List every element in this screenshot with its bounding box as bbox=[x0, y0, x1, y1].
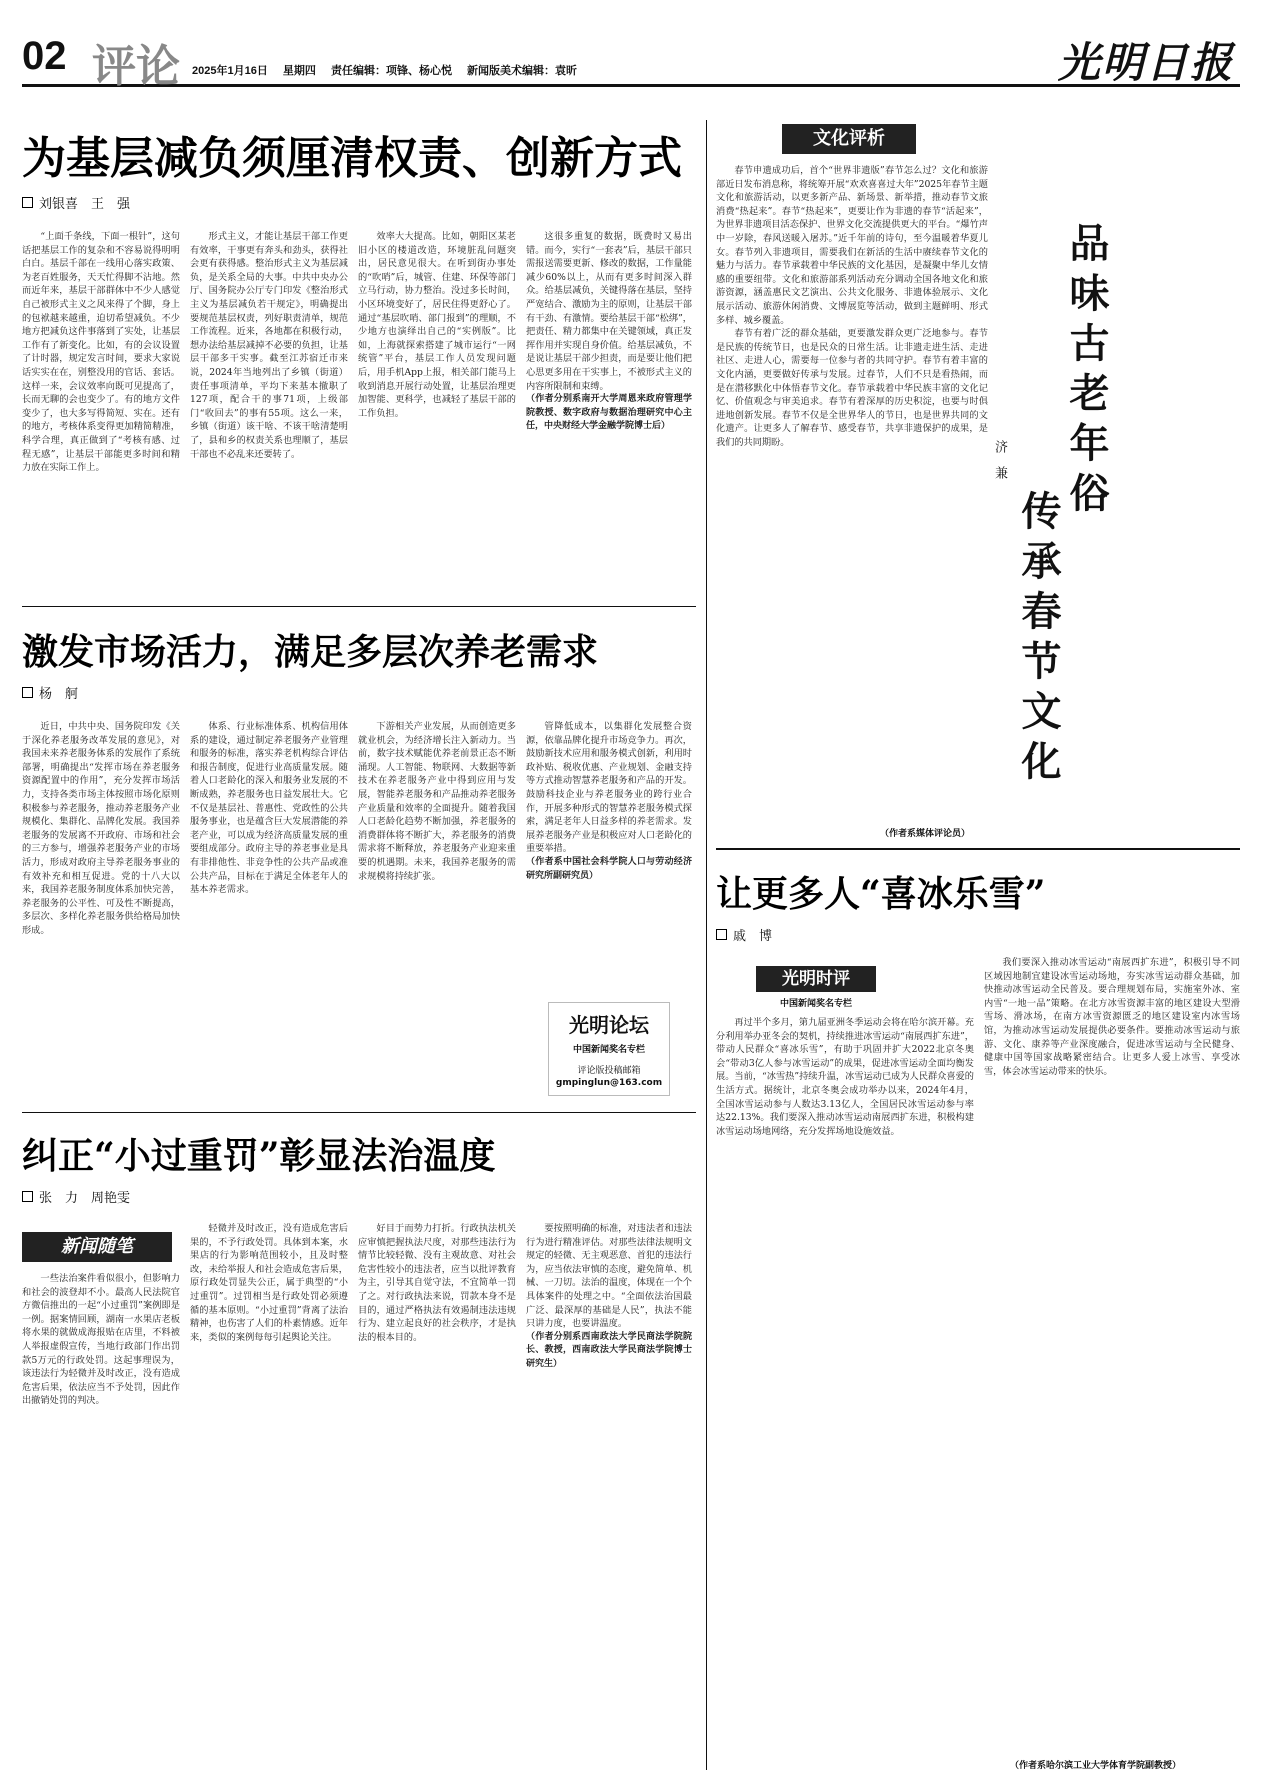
culture-byline: 济 兼 bbox=[992, 440, 1007, 479]
article3-column-1 bbox=[22, 1272, 180, 1772]
responsible-editors: 责任编辑：项锋、杨心悦 bbox=[330, 65, 452, 77]
article1-title: 为基层减负须厘清权责、创新方式 bbox=[22, 133, 682, 184]
culture-commentary-tag: 文化评析 bbox=[782, 124, 916, 154]
culture-author-note: （作者系媒体评论员） bbox=[880, 829, 971, 839]
article3-text-3: 好目于而势力打折。行政执法机关应审慎把握执法尺度，对那些违法行为情节比较轻微、没有主观故意、对社会危害性较小的违法者，应当以批评教育为主，引导其自觉守法，不宜简单一罚了之。对行政执法来说，罚款本身不是目的，通过严格执法有效遏制违法违规行为、建立起良好的社会秩序，才是执法的根本目的。 bbox=[358, 1223, 516, 1343]
article1-text-2: 形式主义，才能让基层干部工作更有效率，干事更有奔头和劲头，获得社会更有获得感。整治形式主义为基层减负，是关系全局的大事。中共中央办公厅、国务院办公厅专门印发《整治形式主义为基层减负若干规定》，明确提出要规范基层权责，列好职责清单，规范工作流程。近来，各地都在积极行动，想办法给基层减掉不必要的负担，让基层干部多干实事。截至江苏宿迁市来说，2024年当地列出了乡镇（街道）责任事项清单，平均下来基本撤职了127项，配合干的事71项，上级部门“收回去”的事有55项。这么一来，乡镇（街道）该干啥、不该干啥清楚明了，县和乡的权责关系也理顺了，基层干部也不必乱来还要转了。 bbox=[190, 231, 348, 460]
article3-title: 纠正“小过重罚”彰显法治温度 bbox=[22, 1135, 496, 1177]
article3-column-4 bbox=[526, 1222, 692, 1772]
article1-column-1 bbox=[22, 230, 180, 590]
article2-text-4: 管降低成本，以集群化发展整合资源，依靠品牌化提升市场竞争力。再次，鼓励新技术应用和服务模式创新，利用时政补贴、税收优惠、产业规划、金融支持等方式推动智慧养老服务和产品的开发。鼓励科技企业与养老服务业的跨行业合作，开展多种形式的智慧养老服务模式探索，满足老年人日益多样的养老需求。发展养老服务产业是积极应对人口老龄化的重要举措。 bbox=[526, 721, 692, 855]
culture-column-1 bbox=[716, 164, 988, 844]
page-number: 02 bbox=[22, 34, 67, 78]
article2-byline-text: 杨 舸 bbox=[39, 687, 79, 702]
article2-text-3: 下游相关产业发展，从而创造更多就业机会，为经济增长注入新动力。当前，数字技术赋能优养老前景正态不断涌现。人工智能、物联网、大数据等新技术在养老服务产业中得到应用与发展，智能养老服务和产品推动养老服务产业质量和效率的全面提升。随着我国人口老龄化趋势不断加强，养老服务的消费群体将不断扩大，养老服务的消费需求将不断释放，养老服务产业迎来重要的机遇期。未来，我国养老服务的需求规模将持续扩张。 bbox=[358, 721, 516, 882]
article2-text-1: 近日，中共中央、国务院印发《关于深化养老服务改革发展的意见》，对我国未来养老服务体系的发展作了系统部署，明确提出“发挥市场在养老服务资源配置中的作用”，充分发挥市场活力，支持各类市场主体按照市场化原则积极参与养老服务，推动养老服务产业规模化、集群化、品牌化发展。我国养老服务的发展离不开政府、市场和社会的三方参与，增强养老服务产业的市场活力，形成对政府主导养老服务事业的有效补充和相互促进。党的十八大以来，我国养老服务制度体系加快完善，养老服务的公平性、可及性不断提高，多层次、多样化养老服务供给格局加快形成。 bbox=[22, 721, 180, 936]
article4-author-note: （作者系哈尔滨工业大学体育学院副教授） bbox=[1010, 1761, 1182, 1771]
commentary-tag: 光明时评 bbox=[756, 966, 876, 992]
divider bbox=[22, 606, 696, 607]
article4-byline bbox=[716, 925, 772, 944]
article1-author-note: （作者分别系南开大学周恩来政府管理学院教授、数字政府与数据治理研究中心主任，中央财经大学金融学院博士后） bbox=[526, 394, 692, 432]
culture-text-1: 春节申遗成功后，首个“世界非遗版”春节怎么过？文化和旅游部近日发布消息称，将统筹开展“欢欢喜喜过大年”2025年春节主题文化和旅游活动，以更多新产品、新场景、新举措，推动春节文旅消费“热起来”。春节“热起来”，更要让作为非遗的春节“活起来”，为世界非遗项目活态保护、世界文化交流提供更大的平台。“爆竹声中一岁除，春风送暖入屠苏。”近千年前的诗句，至今温暖着华夏儿女。春节列入非遗项目，需要我们在新活的生活中赓续春节文化的魅力与活力。春节承载着中华民族的文化基因，是凝聚中华儿女情感的重要纽带。文化和旅游部系列活动充分调动全国各地文化和旅游资源，涵盖惠民文艺演出、公共文化服务、非遗体验展示、文化展示活动、旅游休闲消费、文博展览等活动，做到主题鲜明、形式多样、城乡覆盖。 bbox=[716, 165, 988, 326]
article2-column-2 bbox=[190, 720, 348, 1100]
column-separator bbox=[706, 120, 707, 1770]
article3-column-2 bbox=[190, 1222, 348, 1772]
article1-byline-text: 刘银喜 王 强 bbox=[39, 197, 131, 212]
newspaper-masthead: 光明日报 bbox=[1057, 38, 1234, 87]
section-title: 评论 bbox=[92, 41, 180, 92]
forum-email: gmpinglun@163.com bbox=[555, 1078, 663, 1088]
forum-box bbox=[548, 1002, 670, 1096]
divider bbox=[716, 848, 1240, 850]
article3-text-1: 一些法治案件看似很小，但影响力和社会的波登却不小。最高人民法院官方微信推出的一起“小过重罚”案例即是一例。据案情回顾，湖南一水果店老板将水果的就做成海报贴在店里，不料被人举报虚假宣传，当地行政部门作出罚款5万元的行政处罚。这起事理误为，该违法行为轻微并及时改正，没有造成危害后果，依法应当不予处罚，因此作出撤销处罚的判决。 bbox=[22, 1273, 180, 1407]
commentary-tag-subtitle: 中国新闻奖名专栏 bbox=[779, 999, 852, 1009]
article2-column-3 bbox=[358, 720, 516, 1100]
article2-column-1 bbox=[22, 720, 180, 1100]
article2-author-note: （作者系中国社会科学院人口与劳动经济研究所副研究员） bbox=[526, 856, 692, 881]
article1-column-2 bbox=[190, 230, 348, 590]
article2-title: 激发市场活力，满足多层次养老需求 bbox=[22, 631, 599, 673]
article3-text-2: 轻微并及时改正，没有造成危害后果的，不予行政处罚。具体到本案，水果店的行为影响范围较小，且及时整改，未给举报人和社会造成危害后果，原行政处罚显失公正，属于典型的“小过重罚”。过罚相当是行政处罚必须遵循的基本原则。“小过重罚”背离了法治精神，也伤害了人们的朴素情感。近年来，类似的案例每每引起舆论关注。 bbox=[190, 1223, 348, 1343]
news-essay-tag: 新闻随笔 bbox=[22, 1232, 172, 1262]
header-meta bbox=[192, 62, 589, 78]
forum-contact: 评论版投稿邮箱 bbox=[577, 1066, 641, 1076]
culture-text-2: 春节有着广泛的群众基础，更要激发群众更广泛地参与。春节是民族的传统节日，也是民众的日常生活。让非遗走进生活、走进社区、走进人心，需要每一位参与者的共同守护。春节有着丰富的文化内涵，更要做好传承与发展。过春节，人们不只是看热闹，而是在潜移默化中体悟春节文化。春节承载着中华民族丰富的文化记忆、价值观念与审美追求。春节有着深厚的历史积淀，也要与时俱进地创新发展。春节不仅是全世界华人的节日，也是世界共同的文化遗产。让更多人了解春节、感受春节，共享非遗保护的成果，是我们的共同期盼。 bbox=[716, 328, 988, 448]
article1-column-3 bbox=[358, 230, 516, 590]
issue-weekday: 星期四 bbox=[282, 65, 316, 77]
article3-byline-text: 张 力 周艳雯 bbox=[39, 1191, 131, 1206]
forum-title: 光明论坛 bbox=[569, 1013, 649, 1037]
article2-text-2: 体系、行业标准体系、机构信用体系的建设，通过制定养老服务产业管理和服务的标准，落实养老机构综合评估和报告制度，促进行业高质量发展。随着人口老龄化的深入和服务业发展的不断成熟，养老服务也日益发展壮大。它不仅是基层社、普惠性、党政性的公共服务事业，也是蕴含巨大发展潜能的养老产业，可以成为经济高质量发展的重要组成部分。政府主导的养老事业是具有非排他性、非竞争性的公共产品或准公共产品，目标在于满足全体老年人的基本养老需求。 bbox=[190, 721, 348, 896]
article2-byline bbox=[22, 683, 78, 702]
article1-byline bbox=[22, 193, 130, 212]
article4-text-2: 我们要深入推动冰雪运动“南展西扩东进”，积极引导不同区域因地制宜建设冰雪运动场地，夯实冰雪运动群众基础，加快推动冰雪运动全民普及。要合理规划布局，实施室外冰、室内雪“一地一品”策略。在北方冰雪资源丰富的地区建设大型滑雪场、滑冰场，在南方冰雪资源匮乏的地区建设室内冰雪场馆，为推动冰雪运动发展提供必要条件。要推动冰雪运动与旅游、文化、康养等产业深度融合，促进冰雪运动与全民健身、健康中国等国家战略紧密结合。让更多人爱上冰雪、享受冰雪，体会冰雪运动带来的快乐。 bbox=[984, 957, 1240, 1077]
article3-column-3 bbox=[358, 1222, 516, 1772]
art-editor: 新闻版美术编辑：袁昕 bbox=[467, 65, 578, 77]
article1-text-4: 这很多重复的数据，既费时又易出错。而今，实行“一套表”后，基层干部只需报送需要更新、修改的数据，工作量能减少60%以上，从而有更多时间深入群众。给基层减负，关键得落在基层，坚持严宽结合、激励为主的原则，让基层干部有干劲、有激情。要给基层干部“松绑”，把责任、精力都集中在关键领域，真正发挥作用并实现自身价值。给基层减负，不是说让基层干部少担责，而是要让他们把心思更多用在干实事上，不被形式主义的内容所限制和束缚。 bbox=[526, 231, 692, 392]
article4-column-1 bbox=[716, 1016, 974, 1766]
article4-column-2 bbox=[984, 956, 1240, 1746]
divider bbox=[22, 1112, 696, 1113]
article4-byline-text: 戚 博 bbox=[733, 929, 773, 944]
culture-title-line1: 品味古老年俗 bbox=[1063, 222, 1110, 522]
article1-column-4 bbox=[526, 230, 692, 590]
article1-text-3: 效率大大提高。比如，朝阳区某老旧小区的楼道改造，环境脏乱问题突出，居民意见很大。在听到街办事处的“吹哨”后，城管、住建、环保等部门立马行动，协力整治。没过多长时间，小区环境变好了，居民住得更舒心了。通过“基层吹哨、部门报到”的理顺，不少地方也演绎出自己的“实例版”。比如，上海就探索搭建了城市运行“一网统管”平台，基层工作人员发现问题后，用手机App上报，相关部门能马上收到消息开展行动处置，让基层治理更加智能、更科学，也减轻了基层干部的工作负担。 bbox=[358, 231, 516, 419]
article2-column-4 bbox=[526, 720, 692, 980]
article3-text-4: 要按照明确的标准，对违法者和违法行为进行精准评估。对那些法律法规明文规定的轻微、无主观恶意、首犯的违法行为，应当依法审慎的态度，避免简单、机械、一刀切。法治的温度，体现在一个个具体案件的处理之中。“全面依法治国最广泛、最深厚的基础是人民”，执法不能只讲力度，也要讲温度。 bbox=[526, 1223, 692, 1330]
article1-text-1: “上面千条线，下面一根针”，这句话把基层工作的复杂和不容易说得明明白白。基层千部在一线用心落实政策、为老百姓服务，天天忙得脚不沾地。然而近年来，基层干部群体中不少人感觉自己被形式主义之风来得了个脚，身上的包袱越来越重，迫切希望减负。不少地方把减负这件事落到了实处，让基层工作有了新变化。比如，有的会议设置了计时器，规定发言时间，要求大家说话实实在在，别整没用的官话、套话。这样一来，会议效率向既可见提高了，长而无聊的会也变少了。有的地方文件变少了，也大多写得简短、实在。还有的地方，考核体系变得更加精简精准，科学合理，真正做到了“考核有感、过程无感”，让基层干部能更多时间和精力放在实际工作上。 bbox=[22, 231, 180, 474]
culture-title-line2: 传承春节文化 bbox=[1015, 490, 1062, 790]
article4-text-1: 再过半个多月，第九届亚洲冬季运动会将在哈尔滨开幕。充分利用举办亚冬会的契机，持续推进冰雪运动“南展西扩东进”，带动人民群众“喜冰乐雪”，有助于巩固并扩大2022北京冬奥会“带动3亿人参与冰雪运动”的成果，促进冰雪运动全面均衡发展。当前，“冰雪热”持续升温，冰雪运动已成为人民群众喜爱的生活方式。据统计，北京冬奥会成功举办以来，2024年4月，全国冰雪运动参与人数达3.13亿人，全国居民冰雪运动参与率达22.13%。我们要深入推动冰雪运动南展西扩东进，积极构建冰雪运动场地网络，充分发挥场地设施效益。 bbox=[716, 1017, 974, 1137]
article3-author-note: （作者分别系西南政法大学民商法学院院长、教授，西南政法大学民商法学院博士研究生） bbox=[526, 1331, 692, 1369]
page-header bbox=[22, 30, 1240, 92]
article3-byline bbox=[22, 1187, 130, 1206]
issue-date: 2025年1月16日 bbox=[192, 65, 268, 77]
article4-title: 让更多人“喜冰乐雪” bbox=[716, 873, 1046, 915]
forum-subtitle: 中国新闻奖名专栏 bbox=[572, 1045, 645, 1055]
